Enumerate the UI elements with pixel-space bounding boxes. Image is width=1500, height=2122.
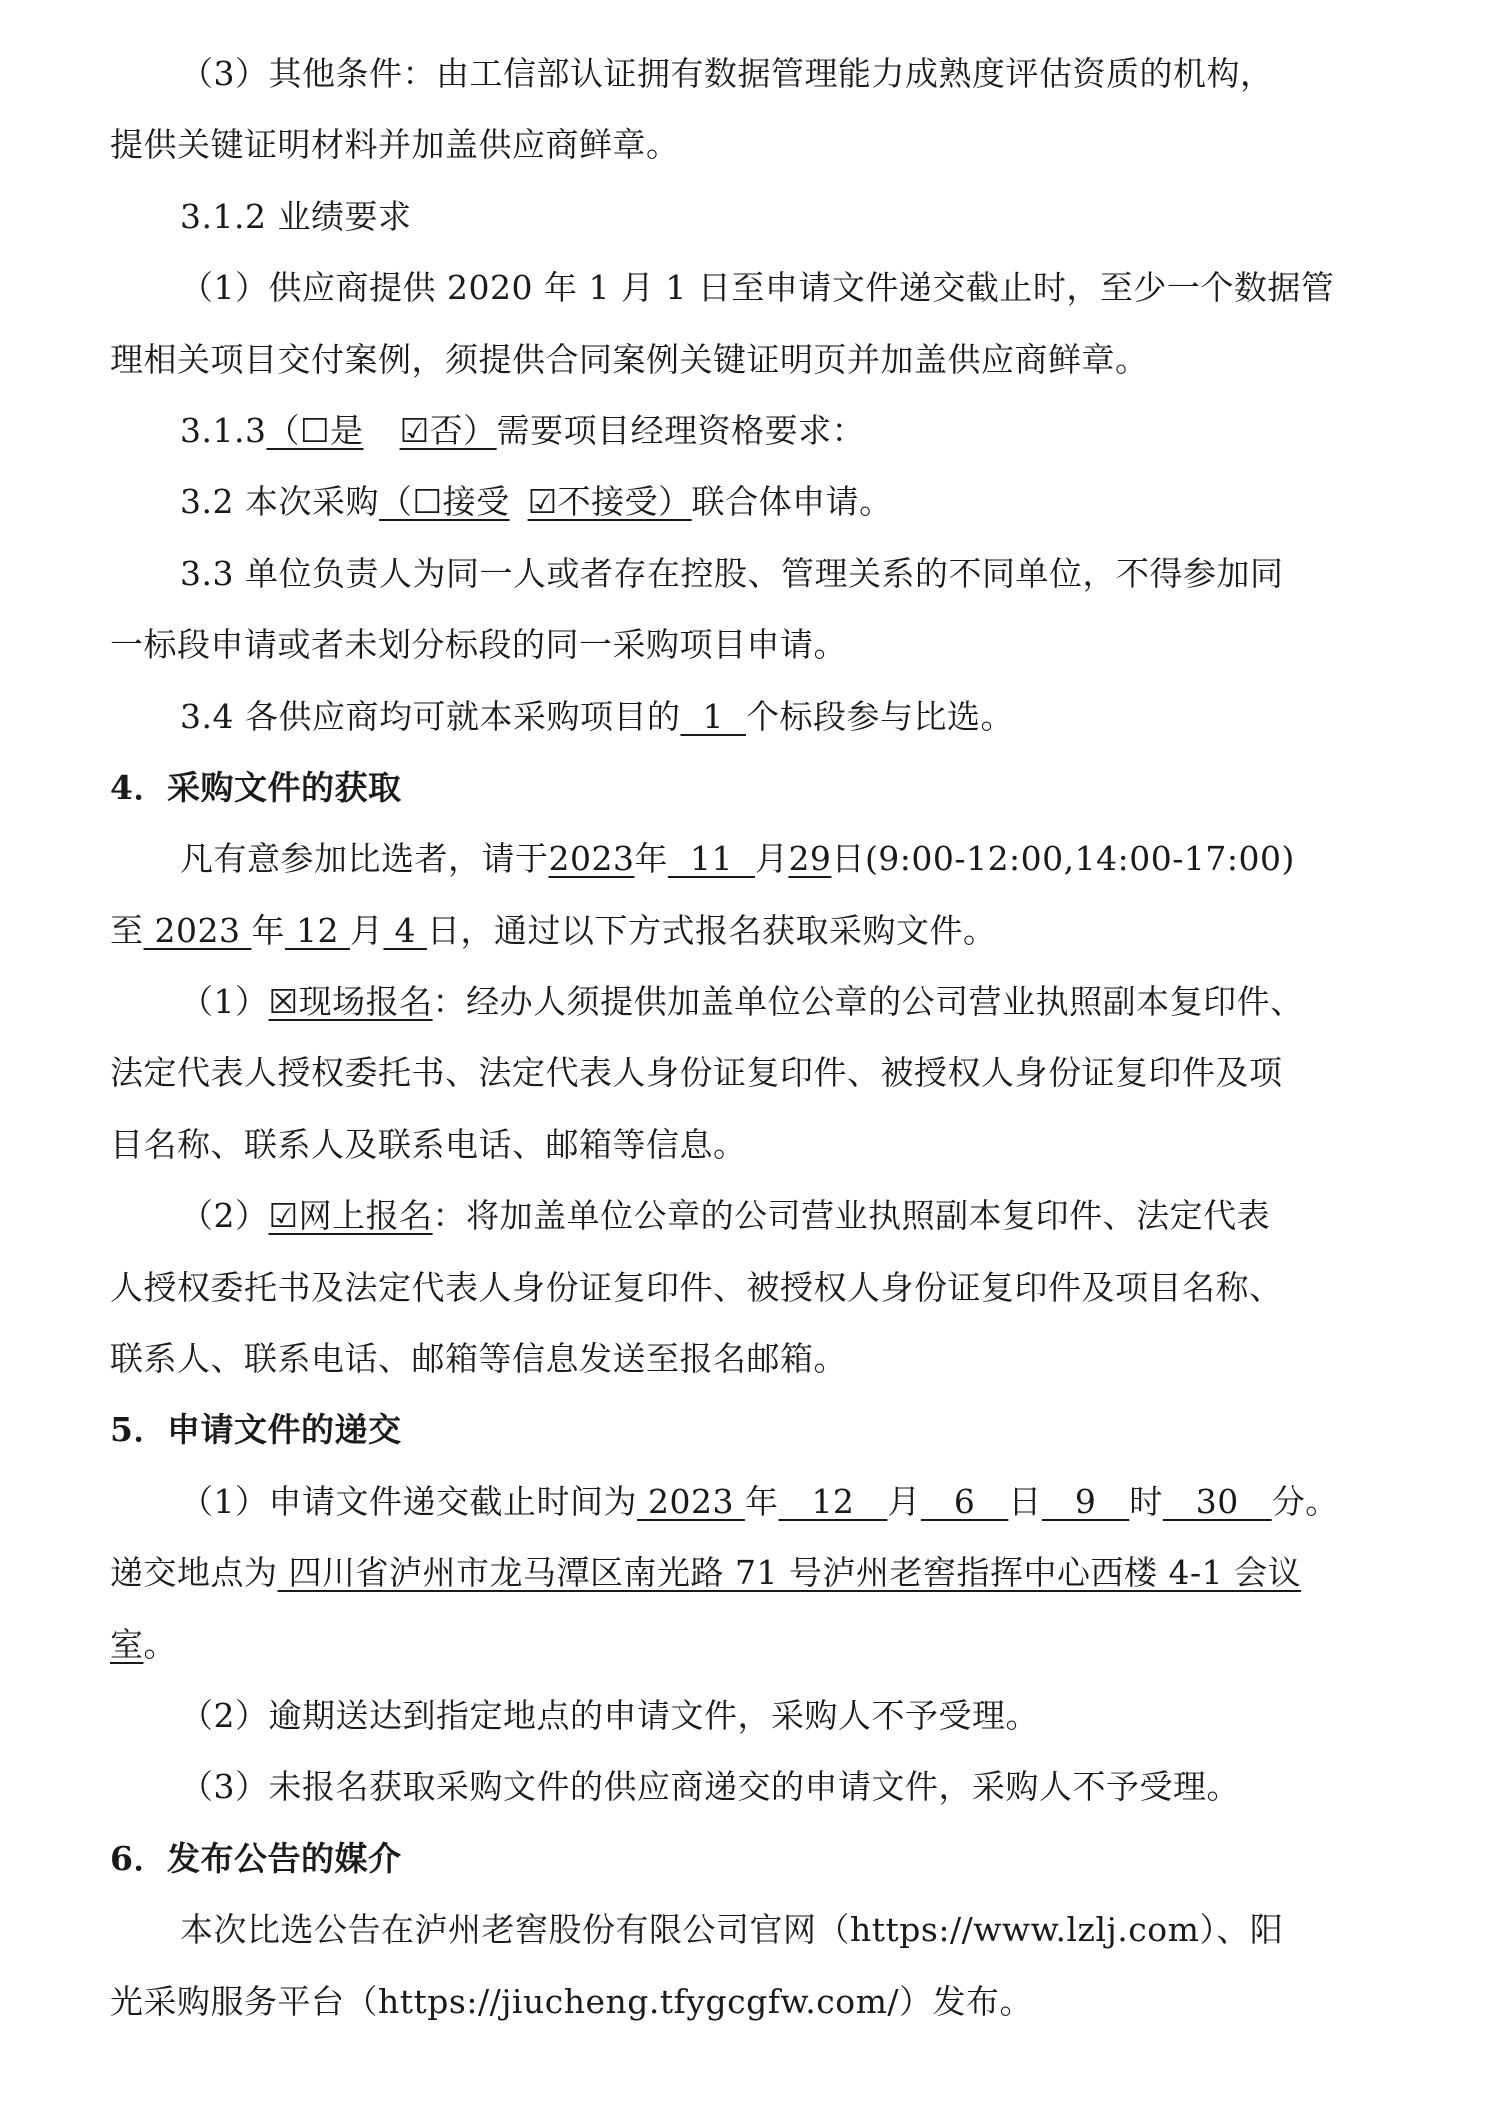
same-responsible-line-2: 一标段申请或者未划分标段的同一采购项目申请。 [110,625,847,665]
onsite-prefix: （1） [180,982,269,1022]
performance-requirements-title: 3.1.2 业绩要求 [180,196,412,236]
checkbox-yes: （☐是 [266,410,364,450]
consortium-suffix: 联合体申请。 [691,482,893,522]
registration-period-intro: 凡有意参加比选者，请于 [180,839,549,879]
deadline-prefix: （1）申请文件递交截止时间为 [180,1481,637,1521]
lot-count-prefix: 3.4 各供应商均可就本采购项目的 [180,696,681,736]
section-6-heading: 6．发布公告的媒介 [110,1838,402,1878]
pm-qualification-choices [266,411,496,450]
location-prefix: 递交地点为 [110,1553,278,1593]
end-day-unit: 日 [426,910,461,950]
onsite-registration-label: ☒现场报名 [268,982,433,1022]
location-end: 。 [143,1624,177,1664]
start-year: 2023 [548,839,635,879]
start-month: 11 [667,839,755,879]
checkbox-no: ☑否） [399,410,497,450]
deadline-minute-unit: 分。 [1271,1481,1339,1521]
onsite-text-1: ：经办人须提供加盖单位公章的公司营业执照副本复印件、 [432,982,1304,1022]
media-line-1: 本次比选公告在泸州老窖股份有限公司官网（https://www.lzlj.com）、阳 [180,1910,1284,1950]
end-month: 12 [284,910,350,950]
media-line-2: 光采购服务平台（https://jiucheng.tfygcgfw.com/）发布。 [110,1981,1034,2021]
deadline-minute: 30 [1162,1481,1272,1521]
online-registration-label: ☑网上报名 [268,1196,433,1236]
registration-period-line-1 [110,823,1390,894]
online-registration-line-3: 联系人、联系电话、邮箱等信息发送至报名邮箱。 [110,1339,847,1379]
submission-location-line-1 [110,1537,1390,1608]
pm-qualification-prefix: 3.1.3 [180,410,267,450]
other-conditions-line-1: （3）其他条件：由工信部认证拥有数据管理能力成熟度评估资质的机构， [180,54,1274,93]
lot-count-value: 1 [680,696,746,736]
online-registration-line-2: 人授权委托书及法定代表人身份证复印件、被授权人身份证复印件及项目名称、 [110,1267,1283,1307]
pm-qualification-line [110,395,1390,466]
consortium-choices [379,482,692,521]
end-year-unit: 年 [251,910,285,950]
section-4-heading: 4．采购文件的获取 [110,767,402,807]
deadline-day: 6 [920,1481,1009,1521]
start-day-hours: 日(9:00-12:00,14:00-17:00) [831,839,1295,879]
deadline-month: 12 [778,1481,888,1521]
performance-line-2: 理相关项目交付案例，须提供合同案例关键证明页并加盖供应商鲜章。 [110,339,1149,379]
online-prefix: （2） [180,1196,269,1236]
online-text-1: ：将加盖单位公章的公司营业执照副本复印件、法定代表 [432,1196,1271,1236]
deadline-hour: 9 [1041,1481,1130,1521]
deadline-year: 2023 [637,1481,745,1521]
registration-method-intro: ，通过以下方式报名获取采购文件。 [460,910,997,950]
deadline-year-unit: 年 [744,1481,779,1521]
performance-line-1: （1）供应商提供 2020 年 1 月 1 日至申请文件递交截止时，至少一个数据管 [180,268,1335,308]
location-address-part-1: 四川省泸州市龙马潭区南光路 71 号泸州老窖指挥中心西楼 4-1 会议 [277,1553,1302,1593]
lot-count-suffix: 个标段参与比选。 [745,696,1014,736]
onsite-registration-line-2: 法定代表人授权委托书、法定代表人身份证复印件、被授权人身份证复印件及项 [110,1053,1283,1093]
unregistered-submission-line: （3）未报名获取采购文件的供应商递交的申请文件，采购人不予受理。 [180,1767,1240,1807]
deadline-month-unit: 月 [887,1481,921,1521]
end-day: 4 [383,910,427,950]
end-year: 2023 [143,910,252,950]
submission-location-line-2 [110,1609,1390,1680]
onsite-registration-line-3: 目名称、联系人及联系电话、邮箱等信息。 [110,1124,747,1164]
lot-count-line [110,681,1390,752]
pm-qualification-suffix: 需要项目经理资格要求： [496,410,866,450]
deadline-day-unit: 日 [1008,1481,1042,1521]
consortium-prefix: 3.2 本次采购 [180,482,379,522]
consortium-line [110,466,1390,537]
section-5-heading: 5．申请文件的递交 [110,1410,402,1450]
registration-to: 至 [110,910,144,950]
late-submission-line: （2）逾期送达到指定地点的申请文件，采购人不予受理。 [180,1695,1039,1735]
checkbox-reject: ☑不接受） [527,482,692,522]
start-year-unit: 年 [634,839,668,879]
location-address-part-2: 室 [110,1624,144,1664]
start-day: 29 [788,839,832,879]
end-month-unit: 月 [349,910,384,950]
deadline-hour-unit: 时 [1129,1481,1163,1521]
registration-period-line-2 [110,895,1390,966]
checkbox-accept: （☐接受 [378,482,510,522]
other-conditions-line-2: 提供关键证明材料并加盖供应商鲜章。 [110,125,680,165]
online-registration-line-1 [110,1180,1390,1251]
start-month-unit: 月 [754,839,789,879]
submission-deadline-line [110,1466,1390,1537]
onsite-registration-line-1 [110,966,1390,1037]
same-responsible-line-1: 3.3 单位负责人为同一人或者存在控股、管理关系的不同单位，不得参加同 [180,553,1284,593]
